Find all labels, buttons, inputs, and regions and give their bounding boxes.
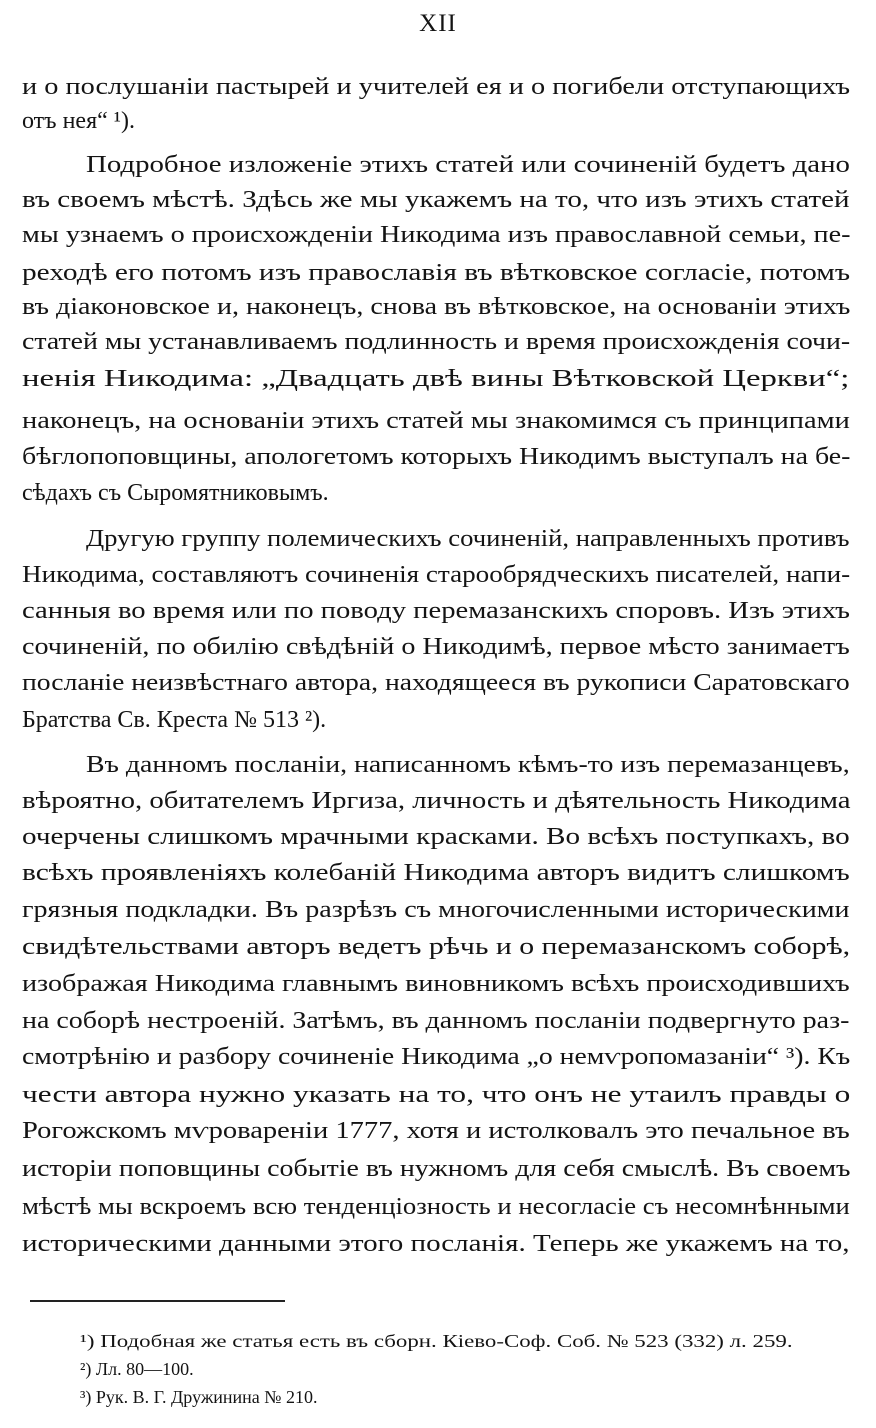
footnote-line-2: ²) Лл. 80—100. — [80, 1359, 194, 1379]
text-line-31: мѣстѣ мы вскроемъ всю тенденціозность и несогласіе съ несомнѣнными — [22, 1194, 850, 1220]
text-line-5: мы узнаемъ о происхожденіи Никодима изъ православной семьи, пе- — [22, 222, 851, 248]
text-line-2: отъ нея“ ¹). — [22, 108, 135, 134]
text-line-24: свидѣтельствами авторъ ведетъ рѣчь и о перемазанскомъ соборѣ, — [22, 934, 851, 960]
text-line-3: Подробное изложеніе этихъ статей или сочиненій будетъ дано — [86, 152, 850, 178]
text-line-23: грязныя подкладки. Въ разрѣзъ съ многочисленными историческими — [22, 897, 850, 923]
footnote-line-1: ¹) Подобная же статья есть въ сборн. Кіево-Соф. Соб. № 523 (332) л. 259. — [80, 1331, 793, 1351]
text-line-19: Въ данномъ посланіи, написанномъ кѣмъ-то изъ перемазанцевъ, — [86, 752, 850, 778]
text-line-8: статей мы устанавливаемъ подлинность и время происхожденія сочи- — [22, 329, 851, 355]
text-line-17: посланіе неизвѣстнаго автора, находящееся въ рукописи Саратовскаго — [22, 670, 850, 696]
text-line-22: всѣхъ проявленіяхъ колебаній Никодима авторъ видитъ слишкомъ — [22, 860, 850, 886]
page-number: XII — [419, 10, 457, 37]
text-line-27: смотрѣнію и разбору сочиненіе Никодима „о немѵропомазаніи“ ³). Къ — [22, 1044, 851, 1070]
text-line-32: историческими данными этого посланія. Теперь же укажемъ на то, — [22, 1231, 850, 1257]
text-line-9: ненія Никодима: „Двадцать двѣ вины Вѣтковской Церкви“; — [22, 366, 850, 392]
text-line-6: реходѣ его потомъ изъ православія въ вѣтковское согласіе, потомъ — [22, 260, 851, 286]
text-line-14: Никодима, составляютъ сочиненія старообрядческихъ писателей, напи- — [22, 562, 851, 588]
text-line-4: въ своемъ мѣстѣ. Здѣсь же мы укажемъ на то, что изъ этихъ статей — [22, 187, 850, 213]
text-line-12: сѣдахъ съ Сыромятниковымъ. — [22, 480, 329, 506]
text-line-7: въ діаконовское и, наконецъ, снова въ вѣтковское, на основаніи этихъ — [22, 294, 851, 320]
footnote-divider — [30, 1300, 285, 1302]
text-line-1: и о послушаніи пастырей и учителей ея и о погибели отступающихъ — [22, 74, 851, 100]
text-line-13: Другую группу полемическихъ сочиненій, направленныхъ противъ — [86, 526, 850, 552]
text-line-20: вѣроятно, обитателемъ Иргиза, личность и дѣятельность Никодима — [22, 788, 851, 814]
text-line-18: Братства Св. Креста № 513 ²). — [22, 707, 327, 733]
text-line-11: бѣглопоповщины, апологетомъ которыхъ Никодимъ выступалъ на бе- — [22, 444, 851, 470]
text-line-26: на соборѣ нестроеній. Затѣмъ, въ данномъ посланіи подвергнуто раз- — [22, 1008, 850, 1034]
text-line-25: изображая Никодима главнымъ виновникомъ всѣхъ происходившихъ — [22, 971, 850, 997]
text-line-21: очерчены слишкомъ мрачными красками. Во всѣхъ поступкахъ, во — [22, 824, 850, 850]
footnote-line-3: ³) Рук. В. Г. Дружинина № 210. — [80, 1387, 318, 1407]
text-line-10: наконецъ, на основаніи этихъ статей мы знакомимся съ принципами — [22, 408, 850, 434]
text-line-15: санныя во время или по поводу перемазанскихъ споровъ. Изъ этихъ — [22, 598, 850, 624]
text-line-16: сочиненій, по обилію свѣдѣній о Никодимѣ, первое мѣсто занимаетъ — [22, 634, 850, 660]
text-line-29: Рогожскомъ мѵровареніи 1777, хотя и истолковалъ это печальное въ — [22, 1118, 850, 1144]
text-line-28: чести автора нужно указать на то, что онъ не утаилъ правды о — [22, 1082, 851, 1108]
text-line-30: исторіи поповщины событіе въ нужномъ для себя смыслѣ. Въ своемъ — [22, 1156, 851, 1182]
